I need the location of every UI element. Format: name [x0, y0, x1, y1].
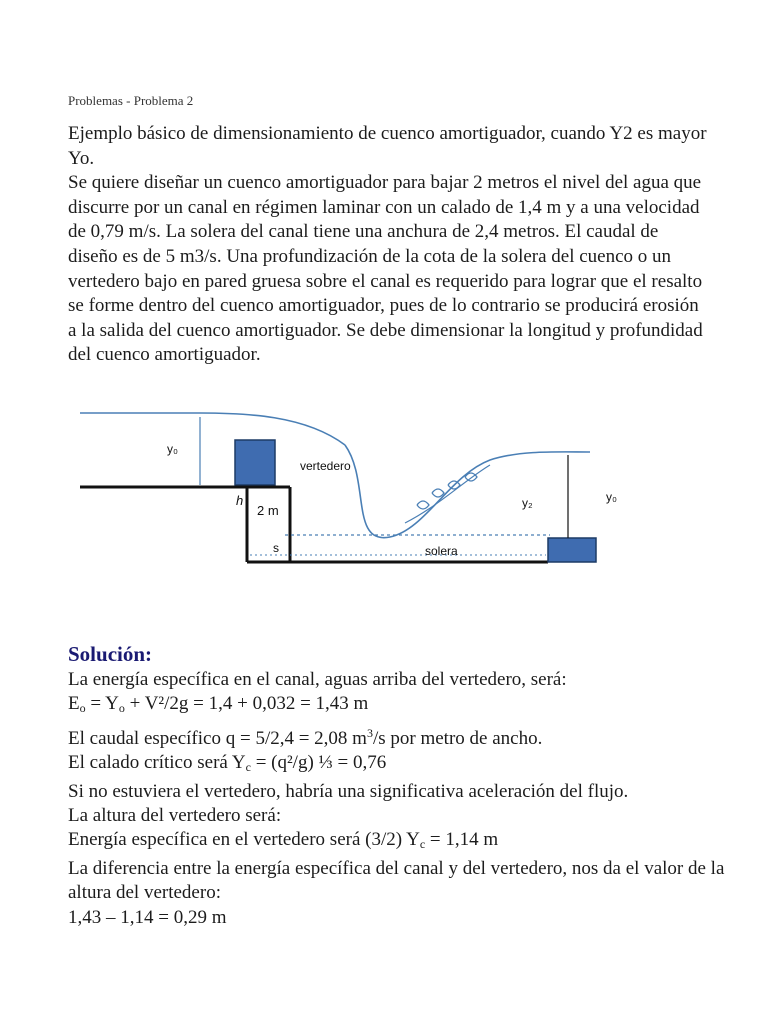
solution-line-8: La diferencia entre la energía específica del canal y del vertedero, nos da el valor de la altura del vertedero:	[68, 857, 725, 904]
solution-line-2: $E_o = Y_o + V^2/2g = 1,4 + 0,032 = 1,43$ m	[68, 693, 369, 716]
solution-line-3: El caudal específico q = 5/2,4 = 2,08 $m^3/s$ por metro de ancho.	[68, 725, 543, 749]
vortex-4	[465, 473, 477, 481]
solution-line-5: Si no estuviera el vertedero, habría una significativa aceleración del flujo.	[68, 780, 629, 802]
jump-lower-line	[405, 465, 490, 523]
intro-body: Se quiere diseñar un cuenco amortiguador para bajar 2 metros el nivel del agua que discurre por un canal en régimen laminar con un calado de 1,4 m y a una velocidad de 0,79 m/s. La solera del canal tiene una anchura de 2,4 metros. El caudal de diseño es de 5 m3/s. Una profundización de la cota de la solera del cuenco o un vertedero bajo en pared gruesa sobre el canal es requerido para lograr que el resalto se forme dentro del cuenco amortiguador, pues de lo contrario se producirá erosión a la salida del cuenco amortiguador. Se debe dimensionar la longitud y profundidad del cuenco amortiguador.	[68, 172, 703, 366]
solution-line-1: La energía específica en el canal, aguas arriba del vertedero, será:	[68, 669, 567, 690]
intro-text	[68, 122, 708, 368]
weir-block	[235, 440, 275, 485]
intro-heading: Ejemplo básico de dimensionamiento de cuenco amortiguador, cuando Y2 es mayor Yo.	[68, 123, 707, 169]
downstream-block	[548, 538, 596, 562]
label-h: h	[236, 493, 244, 508]
breadcrumb: Problemas - Problema 2	[68, 93, 194, 108]
label-s: s	[273, 541, 279, 555]
upstream-water-line	[80, 413, 345, 445]
vortex-2	[432, 489, 444, 497]
solution-line-9: 1,43 – 1,14 = 0,29 m	[68, 906, 227, 928]
vortex-1	[417, 501, 429, 509]
solution-title: Solución:	[68, 642, 153, 666]
label-2m: 2 m	[257, 503, 279, 518]
label-vertedero: vertedero	[300, 459, 351, 473]
solution-line-7: Energía específica en el vertedero será (3/2) $Y_c = 1,14$ m	[68, 829, 499, 852]
label-solera: solera	[425, 544, 458, 558]
label-y0-right: y₀	[606, 490, 617, 504]
label-y2: y₂	[522, 496, 533, 510]
jump-curve	[345, 445, 590, 538]
solution-line-4: El calado crítico será $Y_c = (q^2/g)$ ⅓ = 0,76	[68, 752, 387, 775]
label-y0-left: y₀	[167, 442, 178, 456]
diagram-svg	[70, 405, 630, 580]
solution-line-6: La altura del vertedero será:	[68, 805, 282, 827]
solution-section	[68, 642, 728, 930]
stilling-basin-diagram	[70, 405, 630, 580]
